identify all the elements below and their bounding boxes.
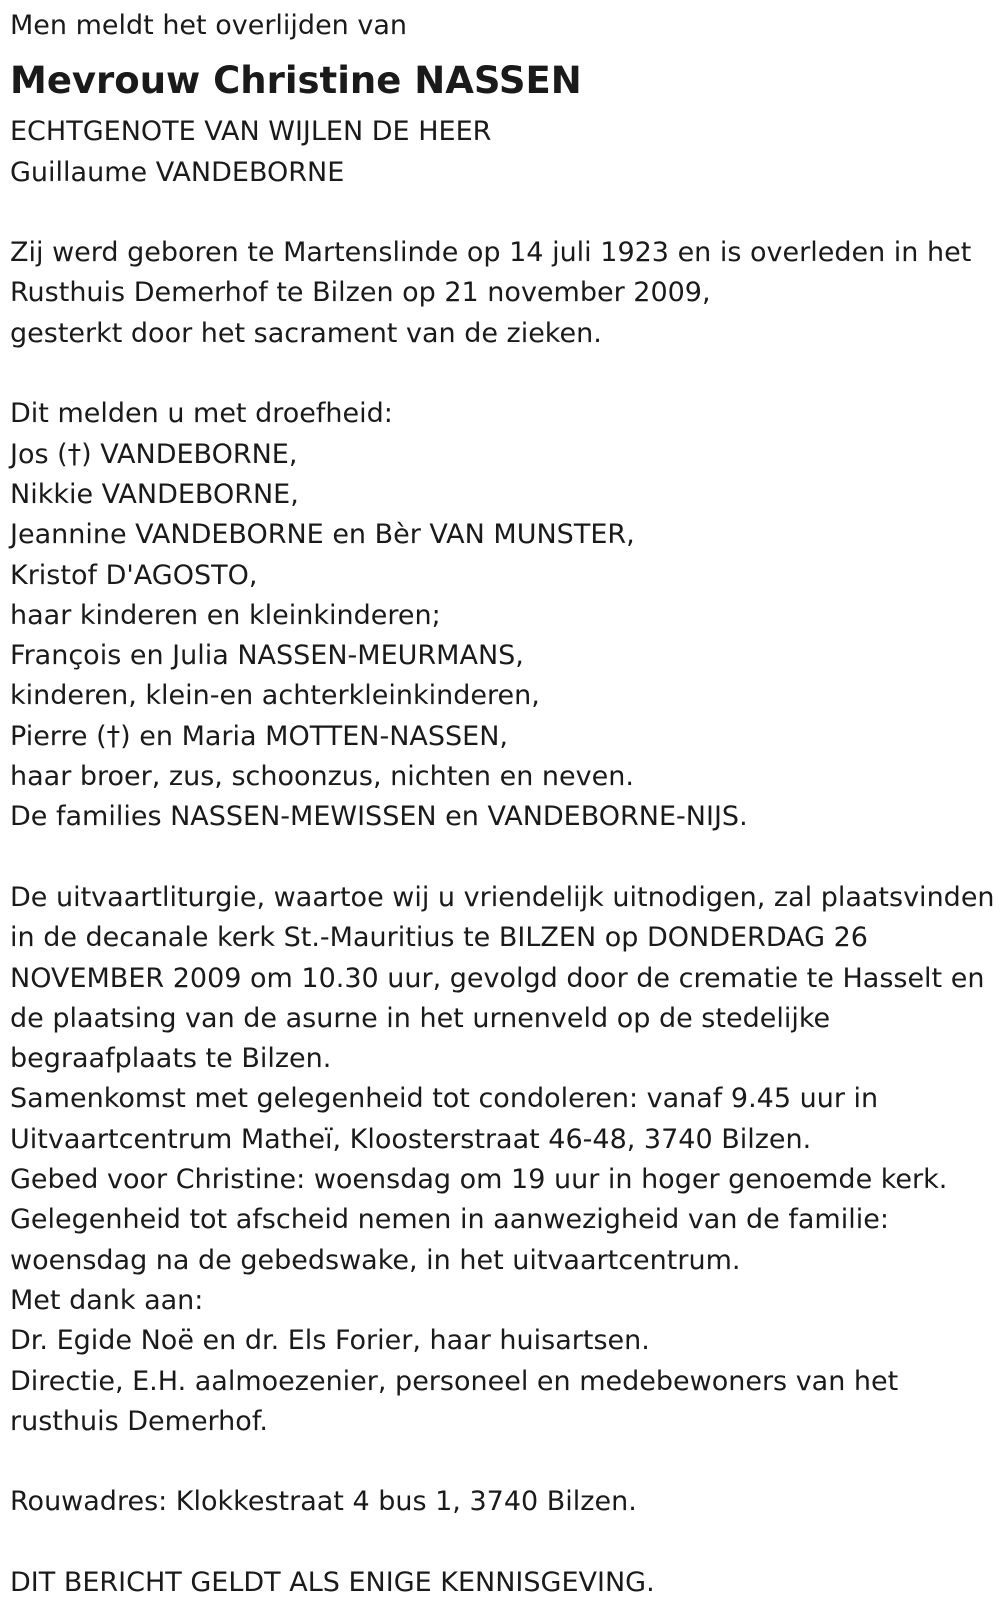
funeral-line: Gebed voor Christine: woensdag om 19 uur in hoger genoemde kerk. <box>10 1164 948 1196</box>
funeral-line: begraafplaats te Bilzen. <box>10 1043 332 1075</box>
mourners-line: Jeannine VANDEBORNE en Bèr VAN MUNSTER, <box>10 519 635 551</box>
mourning-address: Rouwadres: Klokkestraat 4 bus 1, 3740 Bilzen. <box>10 1486 637 1518</box>
mourners-line: haar broer, zus, schoonzus, nichten en neven. <box>10 761 634 793</box>
funeral-line: Directie, E.H. aalmoezenier, personeel en medebewoners van het <box>10 1365 899 1397</box>
mourners-line: Jos (†) VANDEBORNE, <box>10 438 298 470</box>
funeral-line: NOVEMBER 2009 om 10.30 uur, gevolgd door de crematie te Hasselt en <box>10 962 985 994</box>
mourners-line: Pierre (†) en Maria MOTTEN-NASSEN, <box>10 720 508 752</box>
spacer <box>10 1442 990 1482</box>
funeral-line: de plaatsing van de asurne in het urnenveld op de stedelijke <box>10 1002 831 1034</box>
birth-death-line: gesterkt door het sacrament van de zieken. <box>10 317 602 349</box>
closing-notice: DIT BERICHT GELDT ALS ENIGE KENNISGEVING. <box>10 1566 655 1598</box>
funeral-block <box>10 878 995 1442</box>
spouse-line: Guillaume VANDEBORNE <box>10 156 345 188</box>
funeral-line: Gelegenheid tot afscheid nemen in aanwezigheid van de familie: <box>10 1204 889 1236</box>
spacer <box>10 354 990 394</box>
mourners-block <box>10 394 990 837</box>
birth-death-line: Zij werd geboren te Martenslinde op 14 juli 1923 en is overleden in het <box>10 237 972 269</box>
mourners-line: De families NASSEN-MEWISSEN en VANDEBORNE-NIJS. <box>10 801 748 833</box>
funeral-line: Dr. Egide Noë en dr. Els Forier, haar huisartsen. <box>10 1325 650 1357</box>
funeral-line: De uitvaartliturgie, waartoe wij u vriendelijk uitnodigen, zal plaatsvinden <box>10 881 995 913</box>
spacer <box>10 193 990 233</box>
funeral-line: rusthuis Demerhof. <box>10 1405 268 1437</box>
intro-text: Men meldt het overlijden van <box>10 10 408 41</box>
mourners-line: Kristof D'AGOSTO, <box>10 559 258 591</box>
funeral-line: in de decanale kerk St.-Mauritius te BILZEN op DONDERDAG 26 <box>10 922 868 954</box>
birth-death-block <box>10 233 990 354</box>
mourners-line: kinderen, klein-en achterkleinkinderen, <box>10 680 540 712</box>
mourners-line: haar kinderen en kleinkinderen; <box>10 599 441 631</box>
mourners-line: Dit melden u met droefheid: <box>10 398 393 430</box>
spouse-line: ECHTGENOTE VAN WIJLEN DE HEER <box>10 116 492 148</box>
funeral-line: woensdag na de gebedswake, in het uitvaartcentrum. <box>10 1244 741 1276</box>
mourners-line: Nikkie VANDEBORNE, <box>10 478 299 510</box>
mourners-line: François en Julia NASSEN-MEURMANS, <box>10 640 524 672</box>
birth-death-line: Rusthuis Demerhof te Bilzen op 21 november 2009, <box>10 277 711 309</box>
spacer <box>10 838 990 878</box>
funeral-line: Met dank aan: <box>10 1284 204 1316</box>
deceased-name: Mevrouw Christine NASSEN <box>10 59 582 103</box>
funeral-line: Uitvaartcentrum Matheï, Kloosterstraat 46-48, 3740 Bilzen. <box>10 1123 812 1155</box>
spacer <box>10 1523 990 1563</box>
funeral-line: Samenkomst met gelegenheid tot condoleren: vanaf 9.45 uur in <box>10 1083 879 1115</box>
spouse-block <box>10 112 990 193</box>
